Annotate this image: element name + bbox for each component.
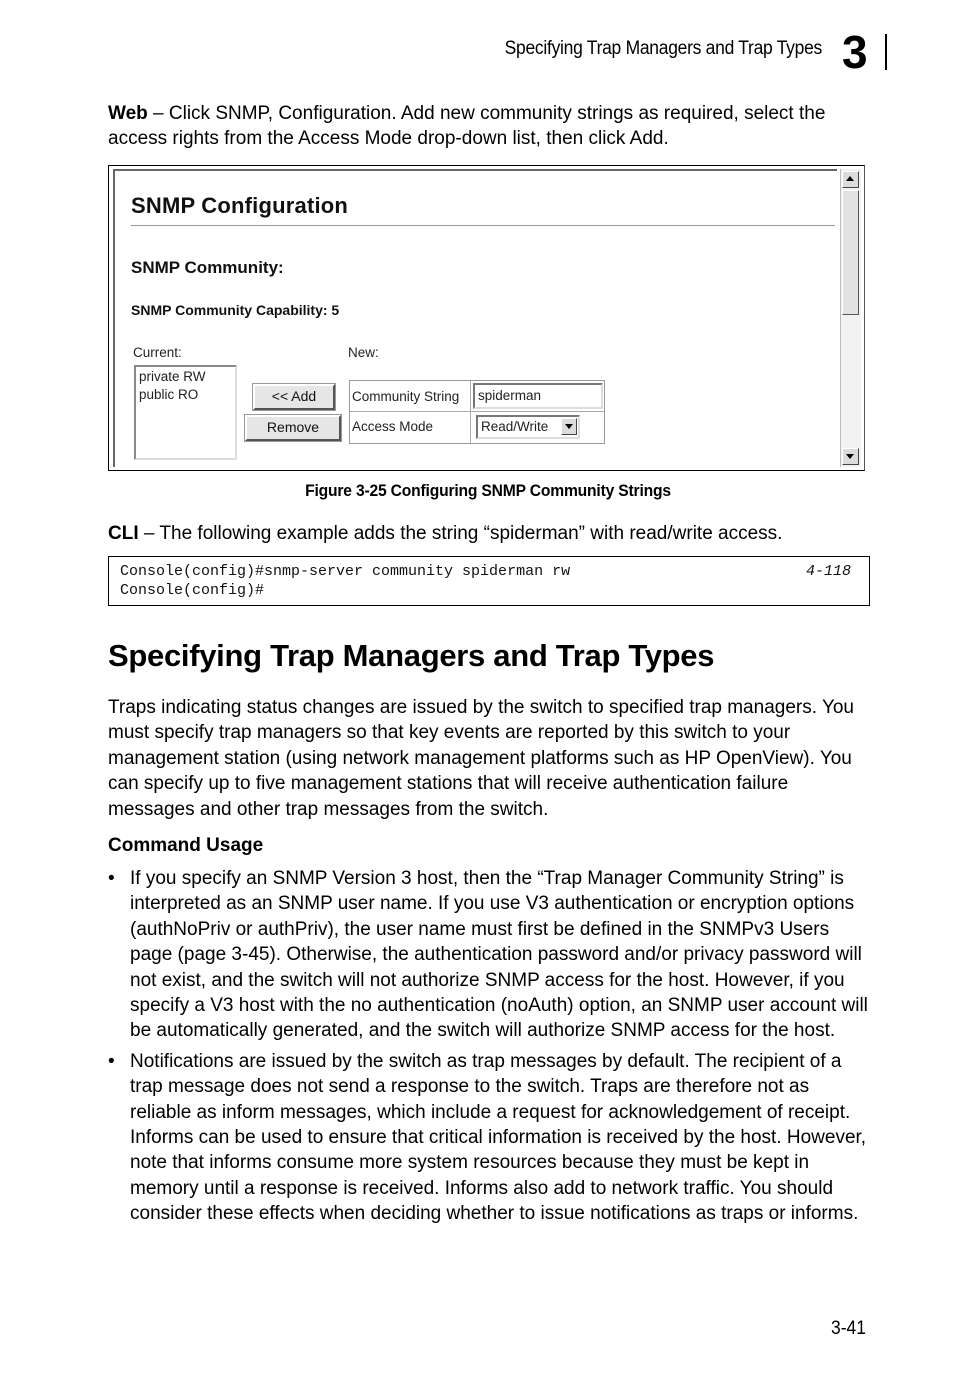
section-heading: Specifying Trap Managers and Trap Types — [108, 638, 715, 673]
cli-text: – The following example adds the string “spiderman” with read/write access. — [138, 523, 783, 544]
community-string-input[interactable]: spiderman — [473, 383, 603, 409]
snmp-configuration-screenshot — [108, 165, 865, 471]
add-button[interactable]: << Add — [253, 384, 335, 410]
scroll-down-icon[interactable] — [842, 448, 859, 465]
code-line: Console(config)#snmp-server community spiderman rw — [120, 563, 571, 580]
web-instruction — [108, 101, 868, 152]
vertical-scrollbar[interactable] — [840, 169, 861, 467]
running-header: Specifying Trap Managers and Trap Types — [504, 38, 822, 59]
bullet-text: If you specify an SNMP Version 3 host, then the “Trap Manager Community String” is interpreted as an SNMP user name. If you use V3 authentication or encryption options (authNoPriv or authPriv), the user name must first be defined in the SNMPv3 Users page (page 3-45). Otherwise, the authentication password and/or privacy password will not exist, and the switch will not authorize SNMP access for the host. However, if you specify a V3 host with the no authentication (noAuth) option, an SNMP user account will be automatically generated, and the switch will authorize SNMP access for the host. — [130, 868, 868, 1042]
intro-paragraph: Traps indicating status changes are issued by the switch to specified trap managers. You must specify trap managers so that key events are reported by this switch to your management station (using network management platforms such as HP OpenView). You can specify up to five management stations that will receive authentication failure messages and other trap messages from the switch. — [108, 697, 855, 820]
command-usage-list — [108, 866, 868, 1232]
access-mode-label: Access Mode — [352, 419, 434, 434]
bullet-icon: • — [108, 868, 115, 889]
dropdown-arrow-icon[interactable] — [561, 418, 577, 435]
title-divider — [131, 225, 835, 226]
new-label: New: — [348, 345, 379, 360]
cli-lead: CLI — [108, 523, 139, 544]
current-label: Current: — [133, 345, 182, 360]
access-mode-select[interactable] — [476, 415, 580, 439]
form-col-divider — [470, 381, 471, 443]
access-mode-value: Read/Write — [481, 419, 549, 434]
figure-caption: Figure 3-25 Configuring SNMP Community Strings — [305, 481, 671, 500]
snmp-config-title: SNMP Configuration — [131, 193, 349, 218]
bullet-text: Notifications are issued by the switch as trap messages by default. The recipient of a trap message does not send a response to the switch. Traps are therefore not as reliable as inform messages, which include a request for acknowledgement of receipt. Informs can be used to ensure that critical information is received by the host. However, note that informs consume more system resources because they must be kept in memory until a response is received. Informs also add to network traffic. You should consider these effects when deciding whether to issue notifications as traps or informs. — [130, 1050, 867, 1225]
command-reference: 4-118 — [806, 563, 852, 580]
screenshot-frame — [113, 169, 837, 467]
scroll-thumb[interactable] — [842, 190, 859, 315]
list-item[interactable]: public RO — [139, 387, 199, 402]
list-item — [108, 1049, 868, 1227]
form-row-divider — [350, 411, 604, 412]
remove-button[interactable]: Remove — [245, 415, 341, 441]
list-item — [108, 866, 868, 1044]
web-text: – Click SNMP, Configuration. Add new community strings as required, select the access rights from the Access Mode drop-down list, then click Add. — [108, 103, 826, 150]
chapter-number: 3 — [842, 26, 868, 78]
cli-instruction — [108, 521, 868, 546]
code-line: Console(config)# — [120, 582, 265, 599]
command-usage-heading: Command Usage — [108, 835, 264, 856]
community-capability: SNMP Community Capability: 5 — [131, 302, 340, 318]
snmp-community-heading: SNMP Community: — [131, 258, 284, 277]
scroll-up-icon[interactable] — [842, 171, 859, 188]
community-string-label: Community String — [352, 389, 460, 404]
chapter-divider — [885, 34, 887, 70]
list-item[interactable]: private RW — [139, 369, 206, 384]
page-number: 3-41 — [831, 1318, 866, 1339]
web-lead: Web — [108, 103, 148, 124]
bullet-icon: • — [108, 1050, 115, 1072]
current-community-list[interactable] — [134, 365, 237, 460]
